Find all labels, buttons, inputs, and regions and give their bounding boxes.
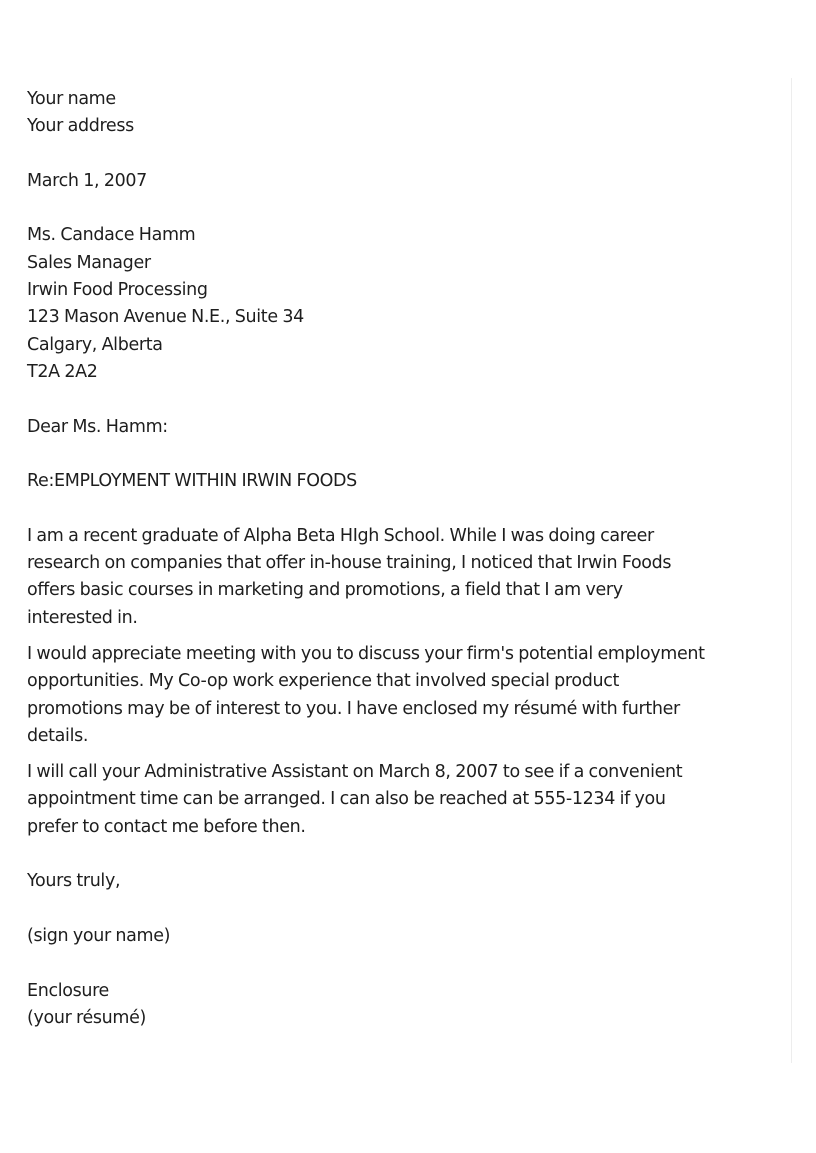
- recipient-postal: T2A 2A2: [27, 361, 98, 382]
- paragraph-line: offers basic courses in marketing and promotions, a field that I am very: [27, 580, 623, 601]
- sender-name: Your name: [27, 89, 116, 109]
- enclosure-block: [27, 978, 802, 1033]
- salutation-block: [27, 414, 802, 441]
- paragraph-line: research on companies that offer in-house training, I noticed that Irwin Foods: [27, 553, 672, 574]
- sender-block: [27, 86, 802, 141]
- salutation: Dear Ms. Hamm:: [27, 416, 168, 437]
- paragraph-line: I am a recent graduate of Alpha Beta HIgh School. While I was doing career: [27, 525, 654, 546]
- body-paragraph-3: [27, 759, 802, 841]
- recipient-title: Sales Manager: [27, 252, 151, 273]
- recipient-name: Ms. Candace Hamm: [27, 225, 196, 246]
- subject-line: Re:EMPLOYMENT WITHIN IRWIN FOODS: [27, 471, 357, 492]
- subject-block: [27, 468, 802, 495]
- enclosure-label: Enclosure: [27, 980, 109, 1001]
- paragraph-line: I will call your Administrative Assistant on March 8, 2007 to see if a convenient: [27, 762, 683, 783]
- recipient-city: Calgary, Alberta: [27, 334, 163, 355]
- paragraph-line: I would appreciate meeting with you to discuss your firm's potential employment: [27, 643, 705, 664]
- sender-address: Your address: [27, 116, 134, 137]
- paragraph-line: appointment time can be arranged. I can also be reached at 555-1234 if you: [27, 789, 666, 810]
- recipient-block: [27, 222, 802, 386]
- body-paragraph-2: [27, 641, 802, 750]
- paragraph-line: prefer to contact me before then.: [27, 816, 306, 837]
- closing-block: [27, 868, 802, 895]
- enclosure-item: (your résumé): [27, 1007, 147, 1028]
- closing: Yours truly,: [27, 871, 121, 892]
- recipient-company: Irwin Food Processing: [27, 280, 208, 301]
- recipient-street: 123 Mason Avenue N.E., Suite 34: [27, 307, 304, 328]
- paragraph-line: details.: [27, 725, 89, 746]
- body-paragraph-1: [27, 523, 802, 632]
- signature-placeholder: (sign your name): [27, 925, 171, 946]
- paragraph-line: promotions may be of interest to you. I have enclosed my résumé with further: [27, 698, 680, 719]
- paragraph-line: opportunities. My Co-op work experience that involved special product: [27, 671, 619, 692]
- paragraph-line: interested in.: [27, 607, 138, 628]
- letter-date: March 1, 2007: [27, 170, 147, 191]
- cover-letter: [27, 86, 802, 1032]
- date-block: [27, 168, 802, 195]
- signature-block: [27, 923, 802, 950]
